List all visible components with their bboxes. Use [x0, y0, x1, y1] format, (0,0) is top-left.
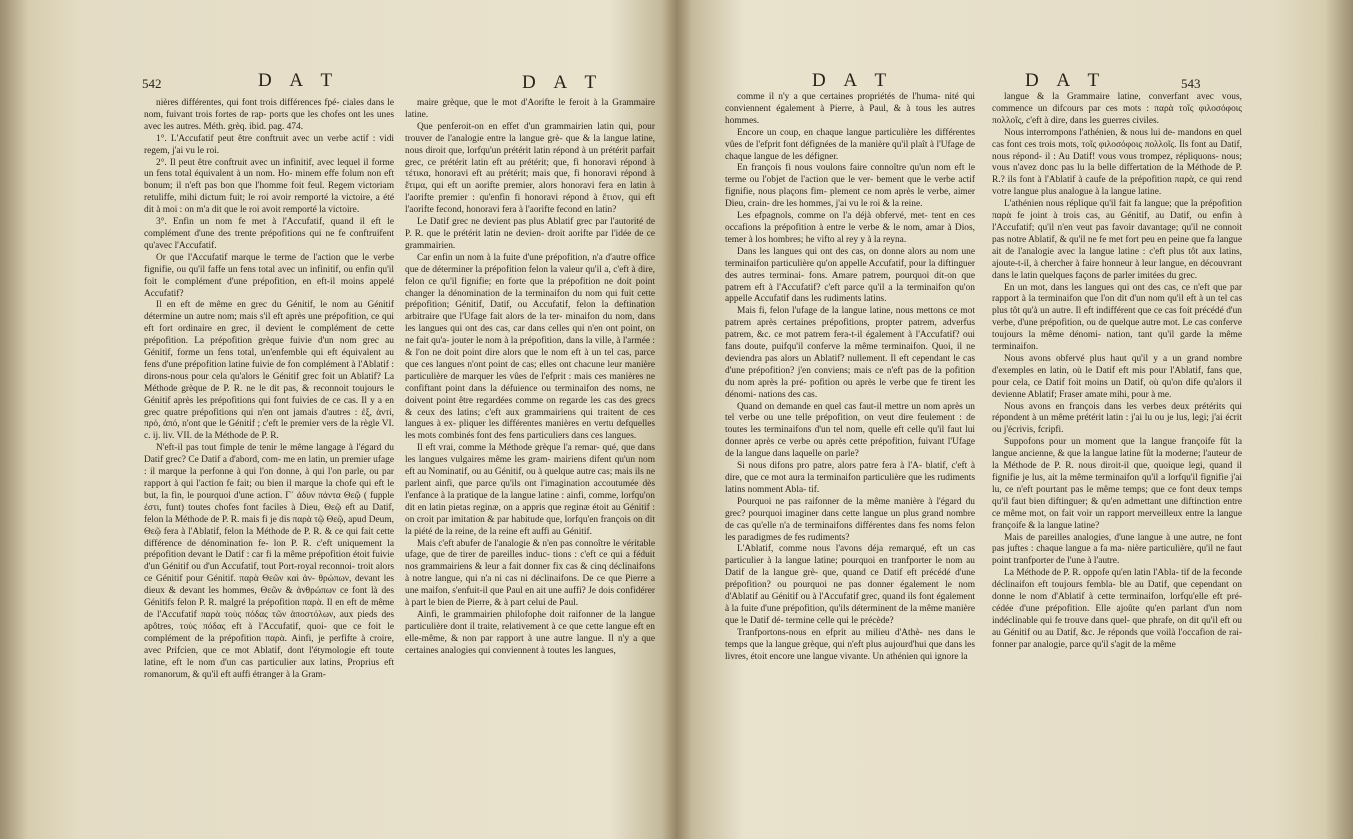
running-head-left: D A T	[812, 70, 894, 91]
paragraph: Nous avons obfervé plus haut qu'il y a un grand nombre d'exemples en latin, où le Datif eft mis pour l'Ablatif, fans que, pour cela, ce Datif foit moins un Datif, où qu'on dife qu'alors il devienne Ablatif; Fraser amate mihi, pour à me.	[992, 353, 1242, 400]
paragraph: L'athénien nous réplique qu'il fait fa langue; que la prépofition παρὰ fe joint à trois cas, au Génitif, au Datif, ou enfin à l'Accufatif; qu'il n'en veut pas favoir davantage; qu'il ne connoit pas notre Ablatif, & qu'il ne fe met fort peu en peine que fa langue ait de l'analogie avec la langue latine : c'eft plus tôt aux latins, ajoute-t-il, à chercher à faire honneur à leur langue, en découvrant dans le latin quelques façons de parler imitées du grec.	[992, 199, 1242, 281]
paragraph: langue & la Grammaire latine, converfant avec vous, commence un difcours par ces mots : παρὰ τοῖς φιλοσόφοις πολλοῖς, c'eft à dire, dans les guerres civiles.	[992, 92, 1242, 126]
paragraph: 1°. L'Accufatif peut être conftruit avec un verbe actif : vidi regem, j'ai vu le roi.	[144, 133, 394, 156]
paragraph: Pourquoi ne pas raifonner de la même manière à l'égard du grec? pourquoi imaginer dans cette langue un plus grand nombre de cas qu'elle n'a de terminaifons différentes dans fes noms felon les paradigmes de fes rudiments?	[725, 496, 975, 543]
running-head-right: D A T	[1025, 70, 1107, 91]
paragraph: Si nous difons pro patre, alors patre fera à l'A- blatif, c'eft à dire, que ce mot aura la terminaifon particulière que les rudiments latins nomment Abla- tif.	[725, 461, 975, 495]
paragraph: La Méthode de P. R. oppofe qu'en latin l'Abla- tif de la feconde déclinaifon eft toujours fembla- ble au Datif, que cependant on donne le nom d'Ablatif à cette terminaifon, lorfqu'elle eft pré- cédée d'une prépofition. Elle ajoûte qu'en parlant d'un nom indéclinable qui fe trouve dans quel- que phrafe, on dit qu'il eft ou au Génitif ou au Datif, &c. Je réponds que voilà l'occafion de rai- fonner par analogie, parce qu'il s'agit de la même	[992, 568, 1242, 650]
text-column-1	[725, 92, 975, 822]
running-head-right: D A T	[522, 72, 604, 93]
paragraph: Il eft vrai, comme la Méthode grèque l'a remar- qué, que dans les langues vulgaires même les gram- mairiens difent qu'un nom eft au Nominatif, ou au Génitif, ou à quelque autre cas; mais ils ne parlent ainfi, que parce qu'ils ont l'imagination accoutumée dès l'enfance à la pratique de la langue latine : ainfi, comme, lorfqu'on dit en latin pietas reginæ, on a appris que reginæ étoit au Génitif : on croit par imitation & par habitude que, lorfqu'en françois on dit la piété de la reine, de la reine eft auffi au Génitif.	[405, 443, 655, 537]
paragraph: Tranfportons-nous en efprit au milieu d'Athè- nes dans le temps que la langue grèque, qui n'eft plus aujourd'hui que dans les livres, étoit encore une langue vivante. Un athénien qui ignore la	[725, 627, 975, 662]
paragraph: Suppofons pour un moment que la langue françoife fût la langue ancienne, & que la langue latine fût la moderne; l'auteur de la Méthode de P. R. nous diroit-il que, quoique legi, quand il fignifie je lus, ait la même terminaifon qu'il a lorfqu'il fignifie j'ai lu, ce n'eft pourtant pas le même temps; que ce font deux temps qu'il faut bien diftinguer; & qu'en admettant une diftinction entre ce même mot, on fait voir un rapport merveilleux entre la langue françoife & la langue latine?	[992, 437, 1242, 531]
paragraph: Mais fi, felon l'ufage de la langue latine, nous mettons ce mot patrem après certaines prépofitions, propter patrem, adverfus patrem, &c. ce mot patrem fera-t-il également à l'Accufatif? oui fans doute, puifqu'il conferve la même terminaifon. Quoi, il ne deviendra pas alors un Ablatif? nullement. Il eft cependant le cas d'une prépofition? j'en conviens; mais ce n'eft pas de la pofition du nom après la pré- pofition ou après le verbe que fe tirent les dénomi- nations des cas.	[725, 306, 975, 400]
paragraph: Les efpagnols, comme on l'a déjà obfervé, met- tent en ces occafions la prépofition à entre le verbe & le nom, amar à Dios, temer à los hombres; he vifto al rey y à la reyna.	[725, 211, 975, 245]
paragraph: Or que l'Accufatif marque le terme de l'action que le verbe fignifie, ou qu'il faffe un fens total avec un infinitif, ou enfin qu'il foit le complément d'une prépofition, en eft-il moins appelé Accufatif?	[144, 252, 394, 299]
paragraph: maire grèque, que le mot d'Aorifte le feroit à la Grammaire latine.	[405, 98, 655, 120]
paragraph: N'eft-il pas tout fimple de tenir le même langage à l'égard du Datif grec? Ce Datif a d'abord, com- me en latin, un premier ufage : il marque la perfonne à qui l'on donne, à qui l'on parle, ou par rapport à qui l'action fe fait; ou bien il marque la chofe qui eft le but, la fin, le pourquoi d'une action. Γ᾽ ἀδυν πάντα Θεῷ ( fupple ἐστι, funt) toutes chofes font faciles à Dieu, Θεῷ eft au Datif, felon la Méthode de P. R. mais fi je dis παρὰ τῷ Θεῷ, apud Deum, Θεῷ fera à l'Ablatif, felon la Méthode de P. R. & ce qui fait cette différence de dénomination fe- lon P. R. c'eft uniquement la prépofition devant le Datif : car fi la même prépofition étoit fuivie d'un Génitif ou d'un Accufatif, tout Port-royal reconnoi- troit alors ce Génitif pour Génitif. παρὰ Θεῶν καὶ ἀν- θρώπων, devant les dieux & devant les hommes, Θεῶν & ἀνθρώπων ce font là des Génitifs felon P. R. malgré la prépofition παρὰ. Il en eft de même de l'Accufatif παρὰ τοὺς πόδας τῶν ἀποστόλων, aux pieds des apôtres, τοὺς πόδας eft à l'Accufatif, quoi- que ce foit le complément de la prépofition παρὰ. Ainfi, je perfifte à croire, avec Prifcien, que ce mot Ablatif, dont l'étymologie eft toute latine, eft le nom d'un cas particulier aux latins, Proprius eft romanorum, & qu'il eft auffi étranger à la Gram-	[144, 443, 394, 680]
paragraph: Dans les langues qui ont des cas, on donne alors au nom une terminaifon particulière qu'on appelle Accufatif, pour la diftinguer des autres terminai- fons. Amare patrem, pourquoi dit-on que patrem eft à l'Accufatif? c'eft parce qu'il a la terminaifon qu'on appelle Accufatif dans les rudiments latins.	[725, 246, 975, 305]
paragraph: Le Datif grec ne devient pas plus Ablatif grec par l'autorité de P. R. que le prétérit latin ne devien- droit aorifte par l'idée de ce grammairien.	[405, 217, 655, 251]
paragraph: Ainfi, le grammairien philofophe doit raifonner de la langue particulière dont il traite, relativement à ce que cette langue eft en elle-même, & non par rapport à une autre langue. Il n'y a que certaines analogies qui conviennent à toutes les langues,	[405, 609, 655, 656]
paragraph: Mais c'eft abufer de l'analogie & n'en pas connoître le véritable ufage, que de tirer de pareilles induc- tions : c'eft ce qui a féduit nos grammairiens & leur a fait donner fix cas & cinq déclinaifons à notre langue, qui n'a ni cas ni déclinaifons. De ce que Pierre a une maifon, s'enfuit-il que Paul en ait une auffi? Je dois confidérer à part le bien de Pierre, & à part celui de Paul.	[405, 538, 655, 609]
paragraph: 2°. Il peut être conftruit avec un infinitif, avec lequel il forme un fens total équivalent à un nom. Ho- minem effe folum non eft bonum; il n'eft pas bon que l'homme foit feul. Regem victoriam retuliffe, mihi dictum fuit; le roi avoir remporté la victoire, a été dit à moi : on m'a dit que le roi avoit remporté la victoire.	[144, 157, 394, 216]
text-column-2	[992, 92, 1242, 822]
paragraph: Encore un coup, en chaque langue particulière les différentes vûes de l'efprit font défignées de la manière qu'il plaît à l'Ufage de chaque langue de les défigner.	[725, 127, 975, 162]
paragraph: L'Ablatif, comme nous l'avons déja remarqué, eft un cas particulier à la langue latine; pourquoi en tranfporter le nom au Datif de la langue grè- que, quand ce Datif eft précédé d'une prépofition? ou pourquoi ne pas donner également le nom d'Ablatif au Génitif ou à l'Accufatif grec, quand ils font également à la fuite d'une prépofition, qu'ils déterminent de la même manière que le Datif dé- termine celle qui le précède?	[725, 544, 975, 626]
paragraph: Mais de pareilles analogies, d'une langue à une autre, ne font pas juftes : chaque langue a fa ma- nière particulière, qu'il ne faut point tranfporter de l'une à l'autre.	[992, 532, 1242, 567]
paragraph: En un mot, dans les langues qui ont des cas, ce n'eft que par rapport à la terminaifon que l'on dit d'un nom qu'il eft à un tel cas plus tôt qu'à un autre. Il eft indifférent que ce cas foit précédé d'un verbe, d'une prépofition, ou de quelque autre mot. Le cas conferve toujours la même dénomi- nation, tant qu'il garde la même terminaifon.	[992, 282, 1242, 353]
paragraph: Car enfin un nom à la fuite d'une prépofition, n'a d'autre office que de déterminer la prépofition felon la valeur qu'il a, c'eft à dire, felon ce qu'il fignifie; en forte que la prépofition ne doit point changer la dénomination de la terminaifon du nom qui fuit cette prépofition; Génitif, Datif, ou Accufatif, felon la deftination arbitraire que l'Ufage fait alors de la ter- minaifon du nom, dans les langues qui ont des cas, car dans celles qui n'en ont point, on ne fait qu'a- jouter le nom à la prépofition, dans la ville, à l'armée : & l'on ne doit point dire alors que le nom eft à un tel cas, parce que ces langues n'ont point de cas; elles ont chacune leur manière particulière de marquer les vûes de l'efprit : mais ces manières ne confiftant point dans la défuience ou terminaifon des noms, ne doivent point être regardées comme on regarde les cas des grecs & ceux des latins; c'eft aux grammairiens qui traitent de ces langues à ex- pliquer les différentes manières en vertu defquelles les mots combinés font des fens particuliers dans ces langues.	[405, 252, 655, 442]
right-page	[677, 0, 1353, 839]
paragraph: En françois fi nous voulons faire connoître qu'un nom eft le terme ou l'objet de l'action que le ver- bement que le verbe actif fignifie, nous plaçons fim- plement ce nom après le verbe, aimer Dieu, crain- dre les hommes, j'ai vu le roi & la reine.	[725, 163, 975, 210]
paragraph: Il en eft de même en grec du Génitif, le nom au Génitif détermine un autre nom; mais s'il eft après une prépofition, ce qui eft fort ordinaire en grec, il devient le complément de cette prépofition. La prépofition grèque fuivie d'un nom grec au Génitif, forme un fens total, un'enfemble qui eft équivalent au fens d'une prépofition latine fuivie de fon complément à l'Ablatif : dirons-nous pour cela qu'alors le Génitif grec foit un Ablatif? La Méthode grèque de P. R. ne le dit pas, & reconnoit toujours le Génitif après les prépofitions qui font fuivies de ce cas. Il y a en grec quatre prépofitions qui n'en ont jamais d'autres : ἐξ, ἀντί, πρό, ἀπό, n'ont que le Génitif ; c'eft le premier vers de la règle VI. c. ij. liv. VII. de la Méthode de P. R.	[144, 300, 394, 442]
paragraph: nières différentes, qui font trois différences fpé- ciales dans le nom, fuivant trois fortes de rap- ports que les chofes ont les unes avec les autres. Méth. grèq. ibid. pag. 474.	[144, 98, 394, 132]
paragraph: Quand on demande en quel cas faut-il mettre un nom après un tel verbe ou une telle prépofition, on veut dire feulement : de toutes les terminaifons d'un tel nom, quelle eft celle qu'il faut lui donner après ce verbe ou après cette prépofition, fuivant l'Ufage de la langue dans laquelle on parle?	[725, 401, 975, 460]
page-number: 542	[142, 76, 162, 91]
paragraph: Que penferoit-on en effet d'un grammairien latin qui, pour trouver de l'analogie entre la langue grè- que & la langue latine, nous diroit que, lorfqu'un prétérit latin répond à un prétérit parfait grec, ce prétérit latin eft au prétérit; que, fi honoravi répond à τέτικα, honoravi eft au prétérit; mais que, fi honoravi répond à ἔτιμα, qui eft un aorifte premier, alors honoravi fera en latin à l'aorifte premier : qu'enfin fi honoravi répond à ἔτιον, qui eft l'aorifte fecond, honoravi fera à l'aorifte fecond en latin?	[405, 121, 655, 216]
running-head-left: D A T	[258, 70, 340, 91]
text-column-2	[405, 98, 655, 828]
paragraph: comme il n'y a que certaines propriétés de l'huma- nité qui conviennent également à Pierre, à Paul, & à tous les autres hommes.	[725, 92, 975, 126]
paragraph: Nous interrompons l'athénien, & nous lui de- mandons en quel cas font ces trois mots, τοῖς φιλοσόφοις πολλοῖς. Ils font au Datif, nous répond- il : Au Datif! vous vous trompez, répliquons- nous; vous n'avez donc pas lu la belle differtation de la Méthode de P. R.? ils font à l'Ablatif à caufe de la prépofition παρὰ, ce qui rend votre langue plus analogue à la langue latine.	[992, 127, 1242, 198]
page-number: 543	[1181, 76, 1201, 91]
paragraph: Nous avons en françois dans les verbes deux prétérits qui répondent à un même prétérit latin : j'ai lu ou je lus, legi; j'ai écrit ou j'écrivis, fcripfi.	[992, 401, 1242, 436]
text-column-1	[144, 98, 394, 828]
paragraph: 3°. Enfin un nom fe met à l'Accufatif, quand il eft le complément d'une des trente prépofitions qui ne fe conftruifent qu'avec l'Accufatif.	[144, 217, 394, 251]
